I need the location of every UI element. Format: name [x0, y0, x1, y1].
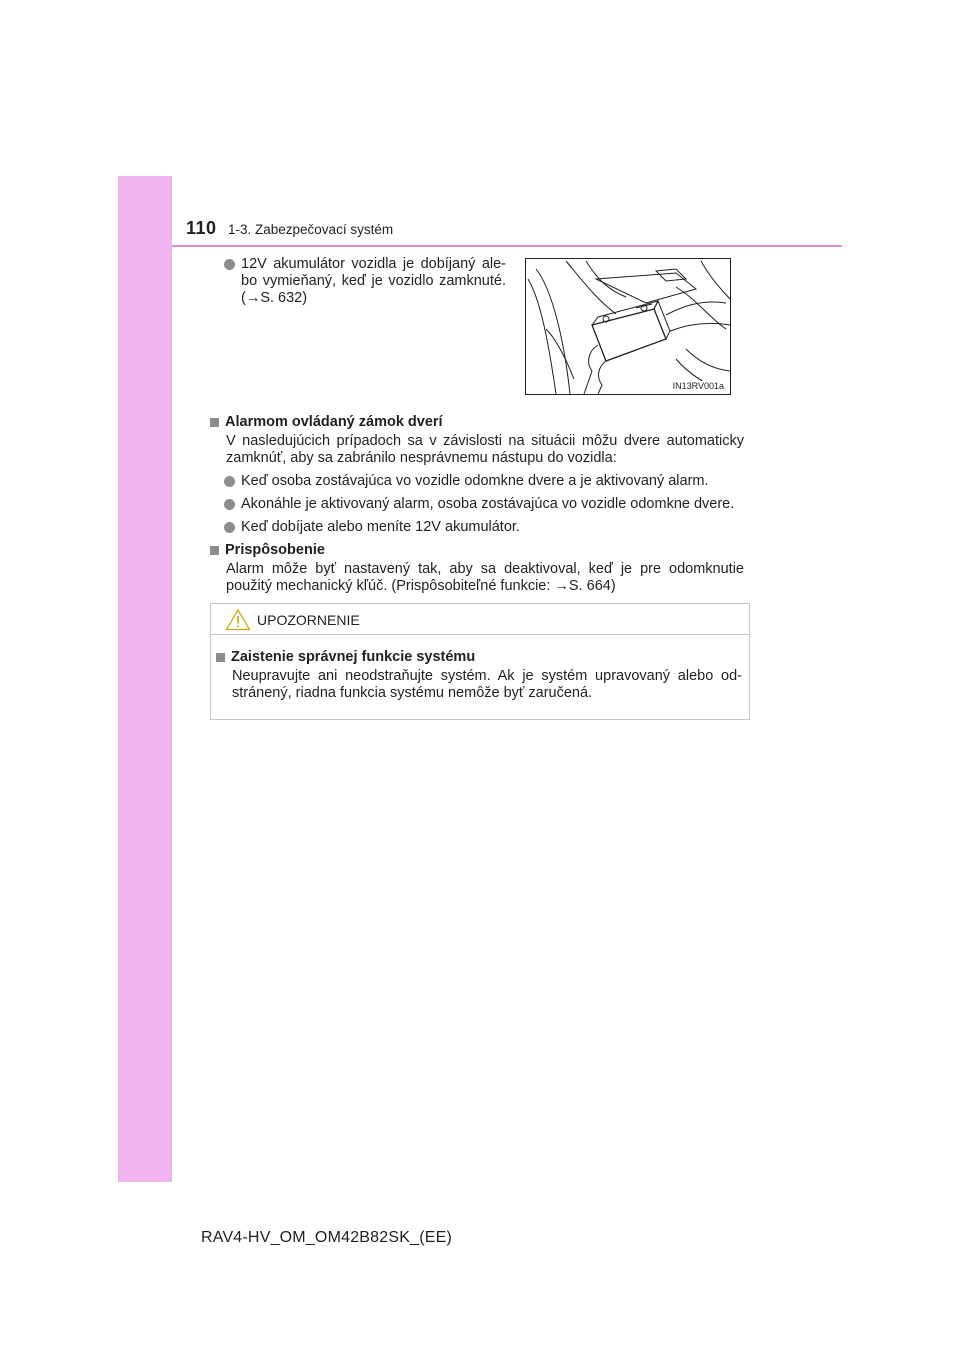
customization-title: Prispôsobenie: [225, 542, 325, 558]
illustration-code: IN13RV001a: [672, 381, 724, 391]
alarm-lock-intro: [226, 433, 744, 467]
alarm-lock-intro-line-1: V nasledujúcich prípadoch sa v závislosti na situácii môžu dvere automaticky: [226, 433, 744, 449]
caution-item-heading: [216, 649, 475, 666]
battery-bullet-line-1: 12V akumulátor vozidla je dobíjaný ale-: [241, 256, 506, 272]
caution-item-title: Zaistenie správnej funkcie systému: [231, 649, 476, 665]
section-square-icon: [216, 653, 225, 662]
bullet-dot-icon: [224, 259, 235, 270]
caution-label: UPOZORNENIE: [257, 612, 360, 628]
caution-text-line-2: stránený, riadna funkcia systému nemôže byť zaručená.: [232, 685, 593, 701]
caution-box: [210, 603, 750, 720]
alarm-lock-item: [224, 496, 734, 513]
alarm-lock-item-text: Akonáhle je aktivovaný alarm, osoba zostávajúca vo vozidle odomkne dvere.: [241, 496, 735, 512]
customization-text: [226, 561, 744, 595]
caution-header: [211, 604, 749, 635]
alarm-lock-intro-line-2: zamknúť, aby sa zabránilo nesprávnemu nástupu do vozidla:: [226, 450, 617, 466]
section-square-icon: [210, 546, 219, 555]
alarm-lock-item-text: Keď osoba zostávajúca vo vozidle odomkne dvere a je aktivovaný alarm.: [241, 473, 709, 489]
battery-bullet-line-3: (→S. 632): [241, 290, 308, 306]
customization-text-line-2: použitý mechanický kľúč. (Prispôsobiteľné funkcie: →S. 664): [226, 578, 616, 594]
warning-triangle-icon: [225, 608, 251, 631]
bullet-dot-icon: [224, 522, 235, 533]
page-number: 110: [186, 218, 217, 238]
battery-replacement-illustration: [525, 258, 731, 395]
caution-text: [232, 668, 742, 702]
battery-bullet-line-2: bo vymieňaný, keď je vozidlo zamknuté.: [241, 273, 506, 289]
battery-bullet: [224, 256, 506, 307]
bullet-dot-icon: [224, 476, 235, 487]
alarm-lock-title: Alarmom ovládaný zámok dverí: [225, 414, 443, 430]
footer-document-code: RAV4-HV_OM_OM42B82SK_(EE): [201, 1229, 453, 1246]
customization-heading: [210, 542, 325, 559]
customization-text-line-1: Alarm môže byť nastavený tak, aby sa deaktivoval, keď je pre odomknutie: [226, 561, 744, 577]
alarm-lock-item: [224, 473, 709, 490]
bullet-dot-icon: [224, 499, 235, 510]
alarm-lock-item-text: Keď dobíjate alebo meníte 12V akumulátor.: [241, 519, 520, 535]
side-color-band: [118, 176, 172, 1182]
header-rule: [172, 245, 842, 247]
alarm-lock-heading: [210, 414, 443, 431]
caution-text-line-1: Neupravujte ani neodstraňujte systém. Ak je systém upravovaný alebo od-: [232, 668, 742, 684]
section-title: 1-3. Zabezpečovací systém: [228, 222, 394, 237]
alarm-lock-item: [224, 519, 520, 536]
battery-illustration-svg: [526, 259, 730, 394]
section-square-icon: [210, 418, 219, 427]
